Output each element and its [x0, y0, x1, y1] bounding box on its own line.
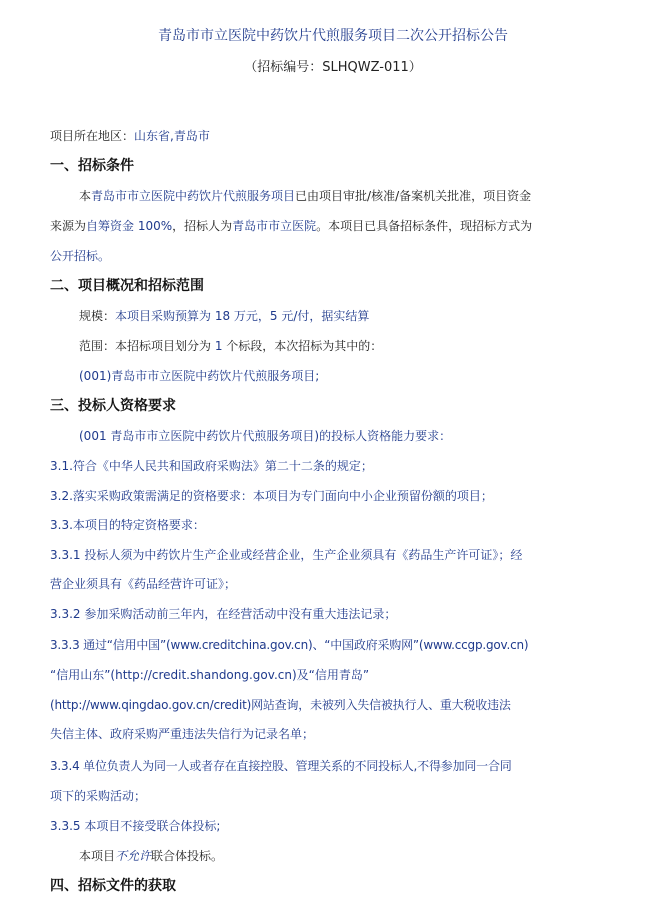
- s3-req-3-3-3-line-1: 3.3.3 通过“信用中国”(www.creditchina.gov.cn)、“中国政府采购网”(www.ccgp.gov.cn): [50, 638, 529, 652]
- s2-scale: [79, 308, 369, 324]
- page-title: 青岛市市立医院中药饮片代煎服务项目二次公开招标公告: [158, 28, 508, 44]
- text: 规模：: [79, 309, 116, 323]
- text: 已由项目审批/核准/备案机关批准，项目资金: [295, 189, 532, 203]
- scale-value: 本项目采购预算为 18 万元，5 元/付，据实结算: [115, 309, 370, 323]
- section-heading-2: 二、项目概况和招标范围: [50, 278, 204, 294]
- s3-req-3-3-4-line-1: 3.3.4 单位负责人为同一人或者存在直接控股、管理关系的不同投标人,不得参加同一合同: [50, 759, 512, 773]
- s3-req-3-3-1-line-2: 营企业须具有《药品经营许可证》；: [50, 577, 237, 591]
- s2-range: [79, 338, 382, 354]
- tenderer-name: 青岛市市立医院: [232, 219, 317, 233]
- section-heading-3: 三、投标人资格要求: [50, 398, 176, 414]
- s3-req-3-3-1-line-1: 3.3.1 投标人须为中药饮片生产企业或经营企业，生产企业须具有《药品生产许可证》；经: [50, 548, 523, 562]
- s3-req-3-3-3-line-4: 失信主体、政府采购严重违法失信行为记录名单；: [50, 727, 315, 741]
- s1-line-3: 公开招标。: [50, 249, 111, 263]
- location-label: 项目所在地区：: [50, 129, 135, 143]
- s1-line-2: [50, 218, 532, 234]
- section-heading-1: 一、招标条件: [50, 158, 134, 174]
- lot-count: 1: [214, 339, 223, 353]
- tender-number: （招标编号：SLHQWZ-011）: [244, 60, 422, 75]
- text: 本项目: [79, 849, 116, 863]
- s3-req-3-3-5: 3.3.5 本项目不接受联合体投标;: [50, 819, 221, 833]
- s3-joint-bid: [79, 848, 223, 864]
- joint-bid-status: 不允许: [115, 849, 152, 863]
- text: 联合体投标。: [151, 849, 224, 863]
- s3-req-3-3: 3.3.本项目的特定资格要求：: [50, 518, 205, 532]
- project-location: [50, 128, 210, 144]
- s1-line-1: [79, 188, 531, 204]
- text: ，招标人为: [172, 219, 233, 233]
- s3-req-3-2: 3.2.落实采购政策需满足的资格要求：本项目为专门面向中小企业预留份额的项目；: [50, 489, 493, 503]
- s3-req-3-3-2: 3.3.2 参加采购活动前三年内，在经营活动中没有重大违法记录；: [50, 607, 397, 621]
- text: 。本项目已具备招标条件，现招标方式为: [316, 219, 533, 233]
- text: 范围：本招标项目划分为: [79, 339, 215, 353]
- location-value: 山东省,青岛市: [134, 129, 210, 143]
- text: 本: [79, 189, 92, 203]
- text: 来源为: [50, 219, 87, 233]
- s2-lot: (001)青岛市市立医院中药饮片代煎服务项目;: [79, 369, 320, 383]
- fund-source: 自筹资金 100%: [86, 219, 173, 233]
- project-name: 青岛市市立医院中药饮片代煎服务项目: [91, 189, 296, 203]
- s3-req-3-1: 3.1.符合《中华人民共和国政府采购法》第二十二条的规定；: [50, 459, 373, 473]
- s3-intro: (001 青岛市市立医院中药饮片代煎服务项目)的投标人资格能力要求：: [79, 429, 452, 443]
- text: 个标段，本次招标为其中的：: [222, 339, 383, 353]
- s3-req-3-3-3-line-3: (http://www.qingdao.gov.cn/credit)网站查询，未被列入失信被执行人、重大税收违法: [50, 698, 511, 712]
- s3-req-3-3-3-line-2: “信用山东”(http://credit.shandong.gov.cn)及“信用青岛”: [50, 668, 370, 682]
- section-heading-4: 四、招标文件的获取: [50, 878, 176, 894]
- s3-req-3-3-4-line-2: 项下的采购活动；: [50, 789, 147, 803]
